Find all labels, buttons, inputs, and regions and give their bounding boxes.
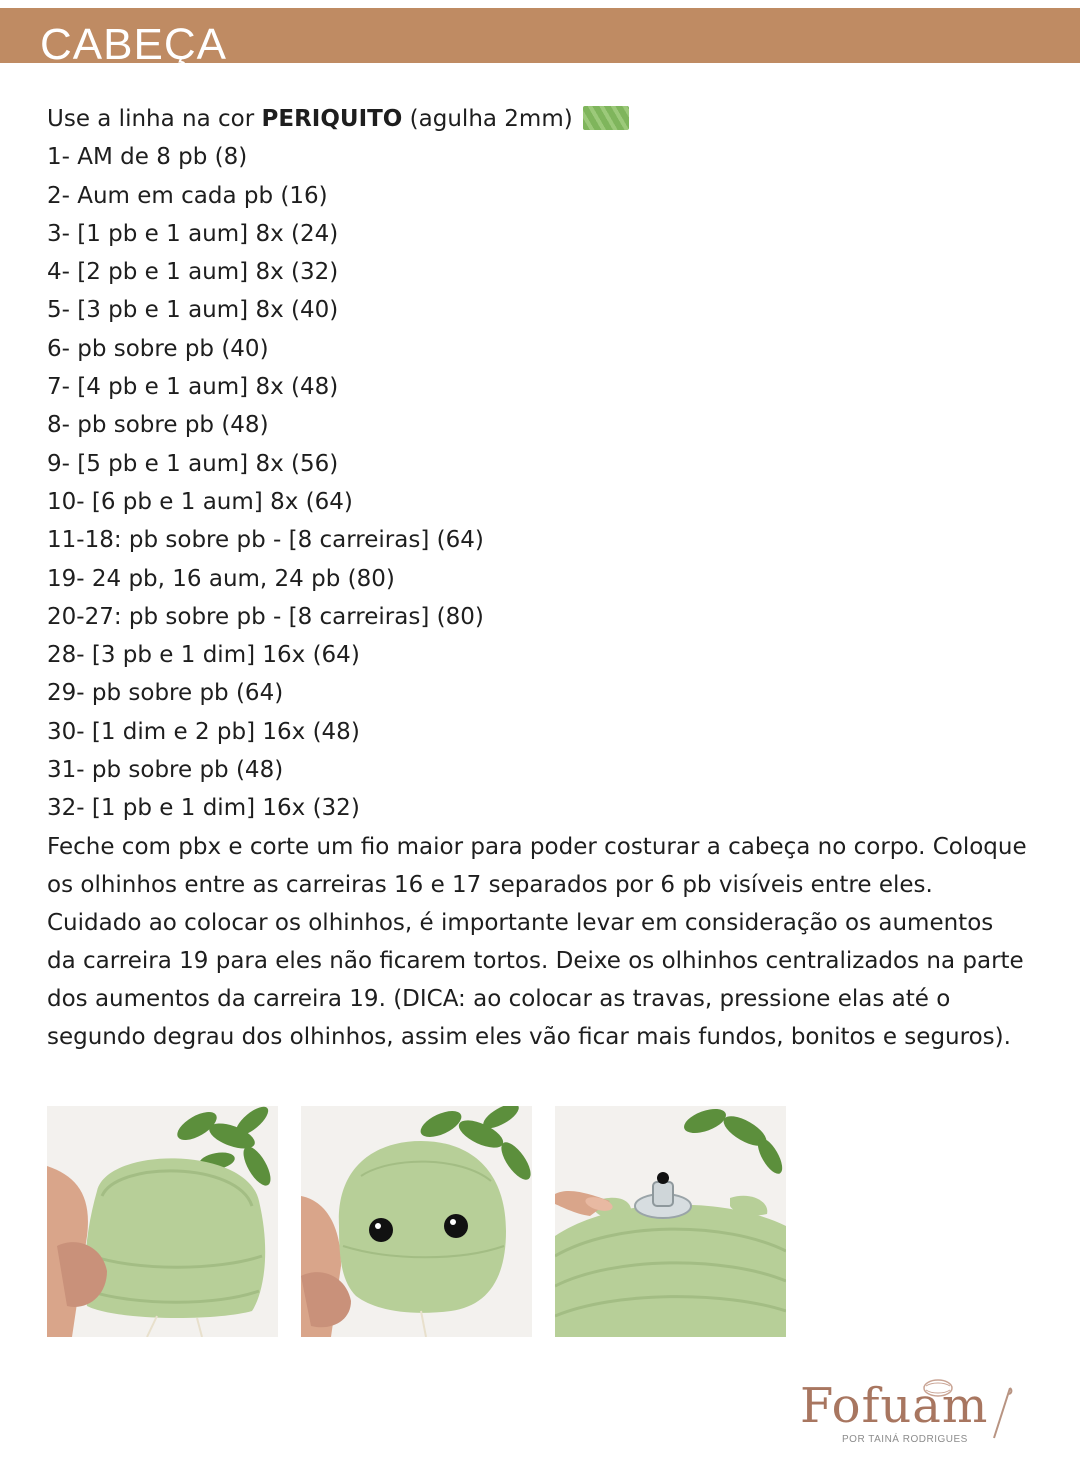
crochet-head-with-eyes-photo (301, 1106, 532, 1337)
round-item: 30- [1 dim e 2 pb] 16x (48) (47, 718, 360, 745)
yarn-swatch-icon (583, 106, 629, 130)
logo-subtitle: POR TAINÁ RODRIGUES (842, 1434, 968, 1445)
logo-text: Fofuam (800, 1378, 989, 1434)
round-item: 32- [1 pb e 1 dim] 16x (32) (47, 795, 360, 822)
round-item: 28- [3 pb e 1 dim] 16x (64) (47, 642, 360, 669)
intro-prefix: Use a linha na cor (47, 106, 262, 132)
round-item: 8- pb sobre pb (48) (47, 412, 269, 439)
round-item: 3- [1 pb e 1 aum] 8x (24) (47, 220, 339, 247)
round-item: 7- [4 pb e 1 aum] 8x (48) (47, 374, 339, 401)
crochet-head-open-photo (47, 1106, 278, 1337)
yarn-color-name: PERIQUITO (261, 106, 403, 132)
header-bar (0, 8, 1080, 69)
round-item: 6- pb sobre pb (40) (47, 335, 269, 362)
round-item: 19- 24 pb, 16 aum, 24 pb (80) (47, 565, 395, 592)
safety-eye-washer-photo (555, 1106, 786, 1337)
yarn-instruction (47, 100, 1047, 138)
round-list (47, 138, 1047, 827)
round-item: 29- pb sobre pb (64) (47, 680, 284, 707)
round-item: 11-18: pb sobre pb - [8 carreiras] (64) (47, 527, 484, 554)
crochet-hook-icon (990, 1386, 1014, 1442)
pattern-content (47, 100, 1047, 1056)
round-item: 9- [5 pb e 1 aum] 8x (56) (47, 450, 339, 477)
page-title: CABEÇA (40, 20, 227, 69)
round-item: 5- [3 pb e 1 aum] 8x (40) (47, 297, 339, 324)
round-item: 31- pb sobre pb (48) (47, 757, 284, 784)
brand-logo (800, 1378, 1030, 1448)
round-item: 4- [2 pb e 1 aum] 8x (32) (47, 259, 339, 286)
round-item: 1- AM de 8 pb (8) (47, 144, 248, 171)
intro-suffix: (agulha 2mm) (402, 106, 573, 132)
round-item: 10- [6 pb e 1 aum] 8x (64) (47, 488, 353, 515)
finishing-note: Feche com pbx e corte um fio maior para poder costurar a cabeça no corpo. Coloque os olhinhos entre as carreiras 16 e 17 separados por 6 pb visíveis entre eles. Cuidado ao colocar os olhinhos, é importante levar em consideração os aumentos da carreira 19 para eles não ficarem tortos. Deixe os olhinhos centralizados na parte dos aumentos da carreira 19. (DICA: ao colocar as travas, pressione elas até o segundo degrau dos olhinhos, assim eles vão ficar mais fundos, bonitos e seguros). (47, 833, 1027, 1050)
round-item: 20-27: pb sobre pb - [8 carreiras] (80) (47, 603, 484, 630)
yarn-ball-icon (918, 1378, 958, 1398)
round-item: 2- Aum em cada pb (16) (47, 182, 328, 209)
